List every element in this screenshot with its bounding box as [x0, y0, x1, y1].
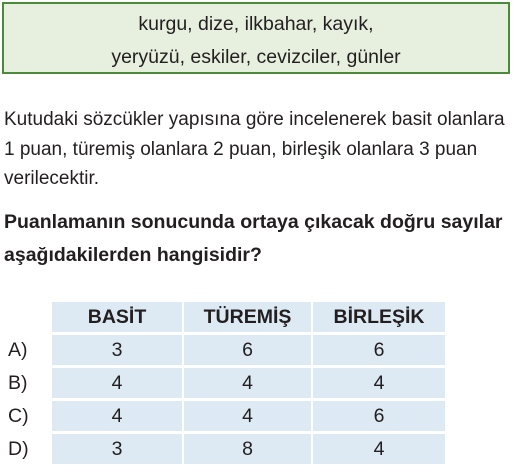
header-turemis: TÜREMİŞ	[182, 302, 311, 332]
word-box-line-1: kurgu, dize, ilkbahar, kayık,	[138, 13, 374, 35]
table-cell: 4	[311, 368, 445, 398]
table-cell: 3	[50, 335, 182, 365]
table-cell: 4	[50, 368, 182, 398]
header-basit: BASİT	[50, 302, 182, 332]
option-row-c[interactable]	[8, 401, 445, 431]
option-label-d[interactable]: D)	[8, 437, 29, 460]
table-cell: 6	[311, 335, 445, 365]
table-cell: 4	[50, 401, 182, 431]
answer-table	[8, 299, 445, 467]
option-label-b[interactable]: B)	[8, 371, 28, 394]
table-cell: 6	[311, 401, 445, 431]
word-box-line-2: yeryüzü, eskiler, cevizciler, günler	[111, 46, 401, 68]
question-text: Puanlamanın sonucunda ortaya çıkacak doğru sayılar aşağıdakilerden hangisidir?	[4, 211, 503, 266]
option-row-a[interactable]	[8, 335, 445, 365]
table-header-row	[8, 302, 445, 332]
table-corner	[8, 302, 50, 332]
table-cell: 3	[50, 434, 182, 464]
instruction-paragraph: Kutudaki sözcükler yapısına göre incelenerek basit olanlara 1 puan, türemiş olanlara 2 puan, birleşik olanlara 3 puan verilecektir.	[4, 109, 505, 189]
table-cell: 6	[182, 335, 311, 365]
table-cell: 4	[182, 368, 311, 398]
header-birlesik: BİRLEŞİK	[311, 302, 445, 332]
option-row-d[interactable]	[8, 434, 445, 464]
table-cell: 8	[182, 434, 311, 464]
word-box	[2, 2, 510, 74]
table-cell: 4	[182, 401, 311, 431]
table-cell: 4	[311, 434, 445, 464]
option-label-c[interactable]: C)	[8, 404, 29, 427]
option-row-b[interactable]	[8, 368, 445, 398]
option-label-a[interactable]: A)	[8, 338, 28, 361]
